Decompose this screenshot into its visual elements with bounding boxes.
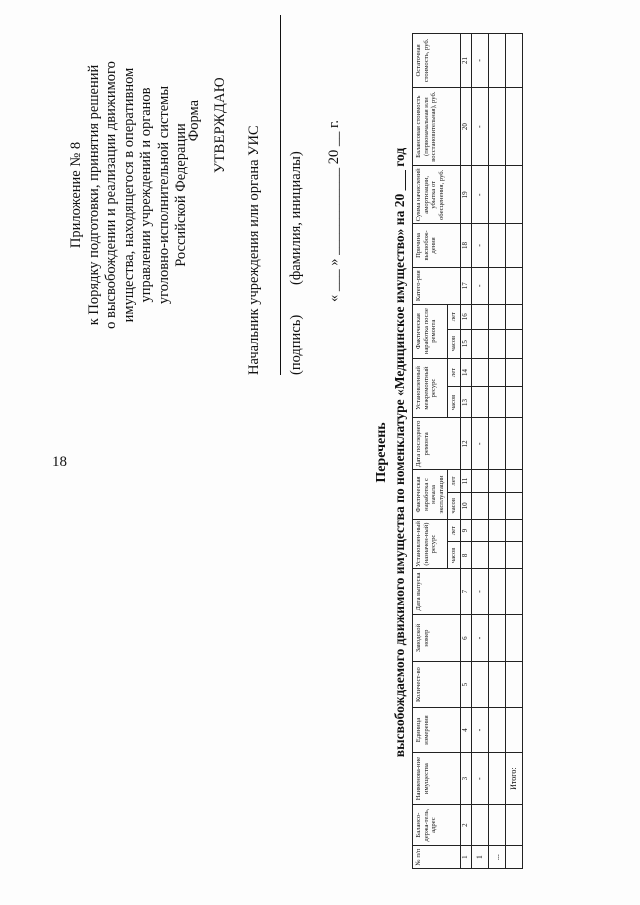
row-number: 1 xyxy=(471,846,488,869)
subheader-hours: часов xyxy=(448,329,461,358)
cell: - xyxy=(471,418,488,470)
column-number: 11 xyxy=(460,470,471,493)
column-number: 10 xyxy=(460,492,471,519)
head-label: Начальник учреждения или органа УИС xyxy=(246,125,262,375)
header-cell: Единица измерения xyxy=(413,707,461,752)
row-number: ... xyxy=(488,846,505,869)
column-number: 19 xyxy=(460,166,471,224)
cell xyxy=(471,542,488,569)
cell: - xyxy=(471,569,488,614)
column-number: 3 xyxy=(460,753,471,805)
cell xyxy=(471,358,488,387)
column-number: 15 xyxy=(460,329,471,358)
form-label: Форма xyxy=(186,100,202,142)
signature-line xyxy=(280,15,281,375)
table-header-row xyxy=(413,34,448,869)
signature-label: (подпись) xyxy=(288,314,304,375)
header-cell: Сумма начислений амортизации, убытка от обесценения, руб. xyxy=(413,166,461,224)
column-number: 5 xyxy=(460,662,471,707)
page-number: 18 xyxy=(52,454,67,470)
cell: - xyxy=(471,87,488,166)
table-row xyxy=(471,34,488,869)
header-cell: Дата выпуска xyxy=(413,569,461,614)
column-number: 12 xyxy=(460,418,471,470)
cell xyxy=(471,804,488,845)
cell xyxy=(471,329,488,358)
cell xyxy=(471,662,488,707)
approval-date-line: « ___ » ____________ 20 __ г. xyxy=(326,120,342,302)
column-number: 7 xyxy=(460,569,471,614)
appendix-line: управлении учреждений и органов xyxy=(138,87,154,303)
header-cell: Фактическая наработка после ремонта xyxy=(413,304,448,358)
column-number: 14 xyxy=(460,358,471,387)
appendix-line: о высвобождении и реализации движимого xyxy=(103,61,119,329)
column-number: 20 xyxy=(460,87,471,166)
total-row xyxy=(505,34,522,869)
property-table xyxy=(412,33,523,869)
cell xyxy=(471,519,488,542)
total-label: Итого: xyxy=(505,753,522,805)
cell: - xyxy=(471,707,488,752)
subheader-hours: часов xyxy=(448,492,461,519)
header-cell: Наименова-ние имущества xyxy=(413,753,461,805)
cell: - xyxy=(471,34,488,88)
column-number: 21 xyxy=(460,34,471,88)
subheader-years: лет xyxy=(448,358,461,387)
header-cell: Установленный межремонтный ресурс xyxy=(413,358,448,418)
column-number: 1 xyxy=(460,846,471,869)
subheader-hours: часов xyxy=(448,542,461,569)
header-cell: Балансовая стоимость (первоначальная или восстановительная), руб. xyxy=(413,87,461,166)
cell: - xyxy=(471,267,488,304)
list-subtitle: высвобождаемого движимого имущества по номенклатуре «Медицинское имущество» на 20 ___ год xyxy=(392,147,407,758)
column-number: 2 xyxy=(460,804,471,845)
column-number: 8 xyxy=(460,542,471,569)
header-cell: Катего-рия xyxy=(413,267,461,304)
column-number: 4 xyxy=(460,707,471,752)
header-cell: Балансо-держа-тель, адрес xyxy=(413,804,461,845)
cell xyxy=(471,470,488,493)
header-cell: Количест-во xyxy=(413,662,461,707)
subheader-years: лет xyxy=(448,519,461,542)
table-row xyxy=(488,34,505,869)
appendix-line: Российской Федерации xyxy=(173,123,189,267)
column-number-row xyxy=(460,34,471,869)
column-number: 9 xyxy=(460,519,471,542)
header-cell: Причина высвобож-дения xyxy=(413,224,461,267)
column-number: 18 xyxy=(460,224,471,267)
column-number: 17 xyxy=(460,267,471,304)
cell: - xyxy=(471,753,488,805)
name-label: (фамилия, инициалы) xyxy=(288,151,304,285)
header-cell: Фактическая наработка с начала эксплуатации xyxy=(413,470,448,520)
appendix-line: к Порядку подготовки, принятия решений xyxy=(85,64,102,326)
appendix-line: Приложение № 8 xyxy=(68,141,84,249)
appendix-line: уголовно-исполнительной системы xyxy=(155,85,172,305)
cell: - xyxy=(471,224,488,267)
appendix-text xyxy=(68,15,191,375)
cell: - xyxy=(471,166,488,224)
header-cell: № п/п xyxy=(413,846,461,869)
column-number: 6 xyxy=(460,614,471,662)
subheader-years: лет xyxy=(448,470,461,493)
header-cell: Заводской номер xyxy=(413,614,461,662)
subheader-hours: часов xyxy=(448,387,461,418)
list-title: Перечень xyxy=(374,422,389,483)
approve-label: УТВЕРЖДАЮ xyxy=(212,77,228,174)
cell xyxy=(471,304,488,329)
cell xyxy=(471,387,488,418)
header-cell: Установлен-ный (назначен-ный) ресурс xyxy=(413,519,448,569)
column-number: 16 xyxy=(460,304,471,329)
header-cell: Остаточная стоимость, руб. xyxy=(413,34,461,88)
column-number: 13 xyxy=(460,387,471,418)
cell: - xyxy=(471,614,488,662)
appendix-line: имущества, находящегося в оперативном xyxy=(120,67,137,323)
subheader-years: лет xyxy=(448,304,461,329)
cell xyxy=(471,492,488,519)
header-cell: Дата последнего ремонта xyxy=(413,418,461,470)
